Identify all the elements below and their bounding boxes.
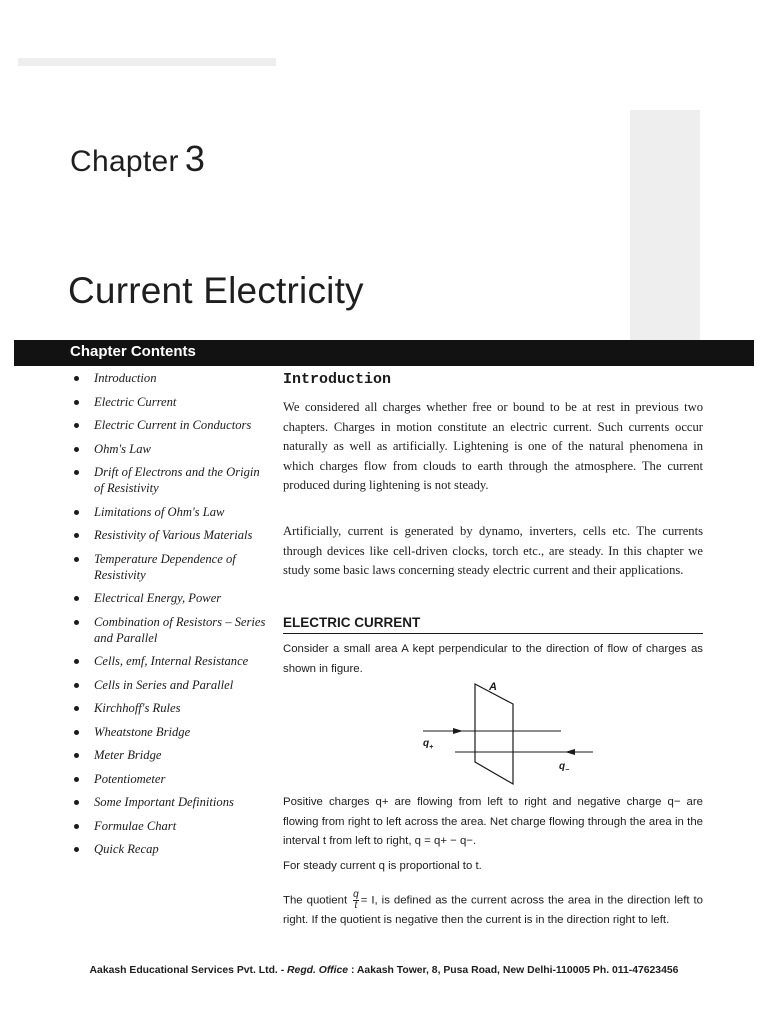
electric-current-paragraph-4 <box>283 890 703 931</box>
electric-current-heading: ELECTRIC CURRENT <box>283 615 703 634</box>
contents-item: Cells, emf, Internal Resistance <box>70 653 270 669</box>
contents-item: Temperature Dependence of Resistivity <box>70 551 270 583</box>
page-footer: Aakash Educational Services Pvt. Ltd. - Regd. Office : Aakash Tower, 8, Pusa Road, New Delhi-110005 Ph. 011-47623456 <box>89 965 679 976</box>
quotient-prefix: The quotient <box>283 894 348 907</box>
electric-current-paragraph-2: Positive charges q+ are flowing from left to right and negative charge q− are flowing from right to left across the area. Net charge flowing through the area in the interval t from left to right, q = q+ − q−. <box>283 796 703 847</box>
positive-charge-label: $q_+$ <box>423 738 434 751</box>
charge-flow-figure <box>413 676 613 786</box>
contents-item: Limitations of Ohm's Law <box>70 504 270 520</box>
chapter-contents-heading: Chapter Contents <box>70 343 196 360</box>
electric-current-paragraph-3: For steady current q is proportional to t. <box>283 860 482 872</box>
contents-item: Electric Current in Conductors <box>70 417 270 433</box>
fraction-numerator: q <box>353 889 359 900</box>
contents-item: Cells in Series and Parallel <box>70 677 270 693</box>
contents-item: Drift of Electrons and the Origin of Resistivity <box>70 464 270 496</box>
quotient-fraction <box>353 890 359 911</box>
contents-item: Resistivity of Various Materials <box>70 527 270 543</box>
top-decorative-rule <box>18 58 276 66</box>
footer-office-label: Regd. Office <box>287 965 349 976</box>
contents-item: Wheatstone Bridge <box>70 724 270 740</box>
area-label: A <box>489 681 497 693</box>
contents-item: Kirchhoff's Rules <box>70 700 270 716</box>
introduction-paragraph-2: Artificially, current is generated by dynamo, inverters, cells etc. The currents through devices like cell-driven clocks, torch etc., are steady. In this chapter we study some basic laws concerning steady electric current and their applications. <box>283 524 703 578</box>
contents-item: Formulae Chart <box>70 818 270 834</box>
quotient-equation: = I <box>360 894 375 907</box>
electric-current-paragraph-1: Consider a small area A kept perpendicular to the direction of flow of charges as shown in figure. <box>283 643 703 675</box>
introduction-heading: Introduction <box>283 371 392 388</box>
contents-item: Introduction <box>70 370 270 386</box>
chapter-contents-bar <box>14 340 754 366</box>
chapter-contents-list <box>70 370 270 865</box>
contents-item: Electrical Energy, Power <box>70 590 270 606</box>
side-shade-block <box>630 110 700 340</box>
positive-flow-arrow <box>453 728 463 734</box>
negative-charge-label: $q_-$ <box>559 761 570 774</box>
footer-office: : Aakash Tower, 8, Pusa Road, New Delhi-110005 Ph. 011-47623456 <box>350 965 679 976</box>
negative-flow-arrow <box>565 749 575 755</box>
chapter-label: Chapter <box>70 145 179 178</box>
quotient-definition: , is defined as the current across the area in the direction left to right. If the quotient is negative then the current is in the direction right to left. <box>283 894 704 927</box>
contents-item: Quick Recap <box>70 841 270 857</box>
contents-item: Combination of Resistors – Series and Parallel <box>70 614 270 646</box>
contents-item: Potentiometer <box>70 771 270 787</box>
contents-item: Electric Current <box>70 394 270 410</box>
area-plane <box>475 684 513 784</box>
contents-item: Meter Bridge <box>70 747 270 763</box>
chapter-number-value: 3 <box>184 138 206 179</box>
contents-item: Ohm's Law <box>70 441 270 457</box>
footer-company: Aakash Educational Services Pvt. Ltd. <box>89 965 278 976</box>
chapter-number <box>70 138 205 180</box>
contents-item: Some Important Definitions <box>70 794 270 810</box>
chapter-title: Current Electricity <box>68 270 364 311</box>
fraction-denominator: t <box>354 900 358 911</box>
introduction-paragraph-1: We considered all charges whether free or bound to be at rest in previous two chapters. Charges in motion constitute an electric current. Such currents occur naturally as well as artificially. Lightening is one of the natural phenomena in which charges flow from clouds to earth through the atmosphere. The current produced during lightening is not steady. <box>283 400 703 493</box>
